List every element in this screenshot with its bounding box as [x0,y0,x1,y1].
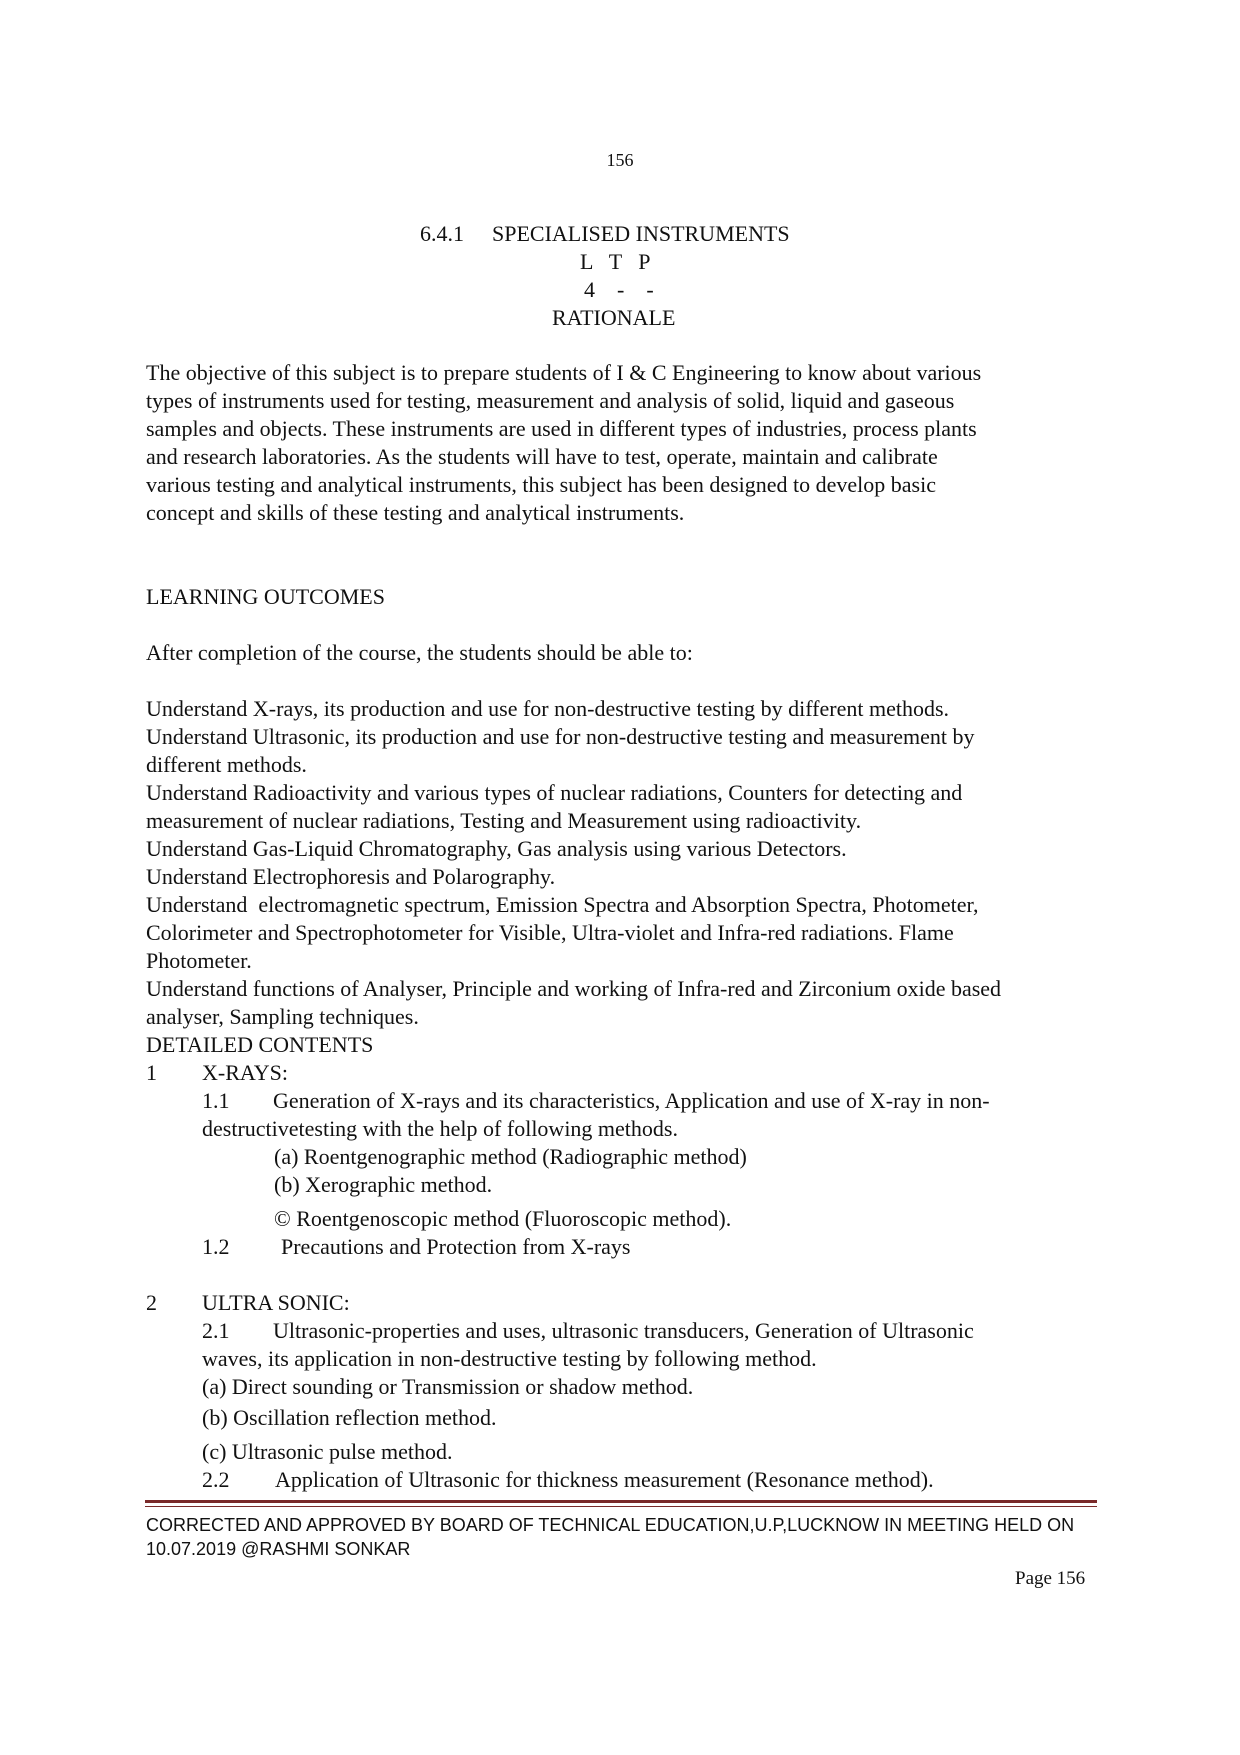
item-1-1-text: Generation of X-rays and its characteristics, Application and use of X-ray in non- [273,1088,990,1113]
rationale-heading: RATIONALE [552,305,676,330]
outcome-line: different methods. [146,752,307,777]
ltp-header: L T P [580,249,651,274]
outcome-line: Understand X-rays, its production and use for non-destructive testing by different methods. [146,696,950,721]
item-2-2-number: 2.2 [202,1467,230,1492]
rationale-line: samples and objects. These instruments are used in different types of industries, process plants [146,416,977,441]
unit-1-title: X-RAYS: [202,1060,288,1085]
xray-method-b: (b) Xerographic method. [274,1172,493,1197]
outcome-line: Understand Gas-Liquid Chromatography, Gas analysis using various Detectors. [146,836,847,861]
item-2-1-text-continued: waves, its application in non-destructive testing by following method. [202,1346,817,1371]
footer-divider-thin [145,1506,1097,1507]
outcomes-intro: After completion of the course, the students should be able to: [146,640,693,665]
unit-2-number: 2 [146,1290,157,1315]
outcome-line: Understand Electrophoresis and Polarography. [146,864,556,889]
learning-outcomes-heading: LEARNING OUTCOMES [146,584,385,609]
outcome-line: Understand functions of Analyser, Principle and working of Infra-red and Zirconium oxide based [146,976,1002,1001]
xray-method-a: (a) Roentgenographic method (Radiographic method) [274,1144,747,1169]
outcome-line: analyser, Sampling techniques. [146,1004,419,1029]
footer-page-number: Page 156 [1015,1568,1086,1589]
footer-approval-line: CORRECTED AND APPROVED BY BOARD OF TECHNICAL EDUCATION,U.P,LUCKNOW IN MEETING HELD ON [146,1515,1075,1535]
item-1-1-text-continued: destructivetesting with the help of following methods. [202,1116,678,1141]
ultrasonic-method-a: (a) Direct sounding or Transmission or shadow method. [202,1374,694,1399]
rationale-line: concept and skills of these testing and analytical instruments. [146,500,685,525]
outcome-line: measurement of nuclear radiations, Testing and Measurement using radioactivity. [146,808,862,833]
ultrasonic-method-b: (b) Oscillation reflection method. [202,1405,497,1430]
outcome-line: Understand Radioactivity and various types of nuclear radiations, Counters for detecting and [146,780,963,805]
footer-date-author: 10.07.2019 @RASHMI SONKAR [146,1539,411,1559]
item-2-1-text: Ultrasonic-properties and uses, ultrasonic transducers, Generation of Ultrasonic [273,1318,974,1343]
detailed-contents-heading: DETAILED CONTENTS [146,1032,374,1057]
item-2-1-number: 2.1 [202,1318,230,1343]
item-1-2-number: 1.2 [202,1234,230,1259]
item-1-1-number: 1.1 [202,1088,230,1113]
course-title: SPECIALISED INSTRUMENTS [492,221,790,246]
course-code: 6.4.1 [420,221,464,246]
ultrasonic-method-c: (c) Ultrasonic pulse method. [202,1439,453,1464]
unit-1-number: 1 [146,1060,157,1085]
ltp-values: 4 - - [584,277,654,302]
item-2-2-text: Application of Ultrasonic for thickness measurement (Resonance method). [275,1467,934,1492]
xray-method-c: © Roentgenoscopic method (Fluoroscopic method). [274,1206,732,1231]
rationale-line: types of instruments used for testing, measurement and analysis of solid, liquid and gaseous [146,388,955,413]
item-1-2-text: Precautions and Protection from X-rays [281,1234,631,1259]
rationale-line: and research laboratories. As the students will have to test, operate, maintain and calibrate [146,444,938,469]
unit-2-title: ULTRA SONIC: [202,1290,350,1315]
outcome-line: Understand Ultrasonic, its production and use for non-destructive testing and measurement by [146,724,975,749]
outcome-line: Understand electromagnetic spectrum, Emission Spectra and Absorption Spectra, Photometer, [146,892,979,917]
outcome-line: Photometer. [146,948,252,973]
rationale-line: The objective of this subject is to prepare students of I & C Engineering to know about various [146,360,982,385]
page-number-top: 156 [606,150,634,170]
rationale-line: various testing and analytical instruments, this subject has been designed to develop basic [146,472,936,497]
outcome-line: Colorimeter and Spectrophotometer for Visible, Ultra-violet and Infra-red radiations. Flame [146,920,954,945]
footer-divider [145,1500,1097,1503]
